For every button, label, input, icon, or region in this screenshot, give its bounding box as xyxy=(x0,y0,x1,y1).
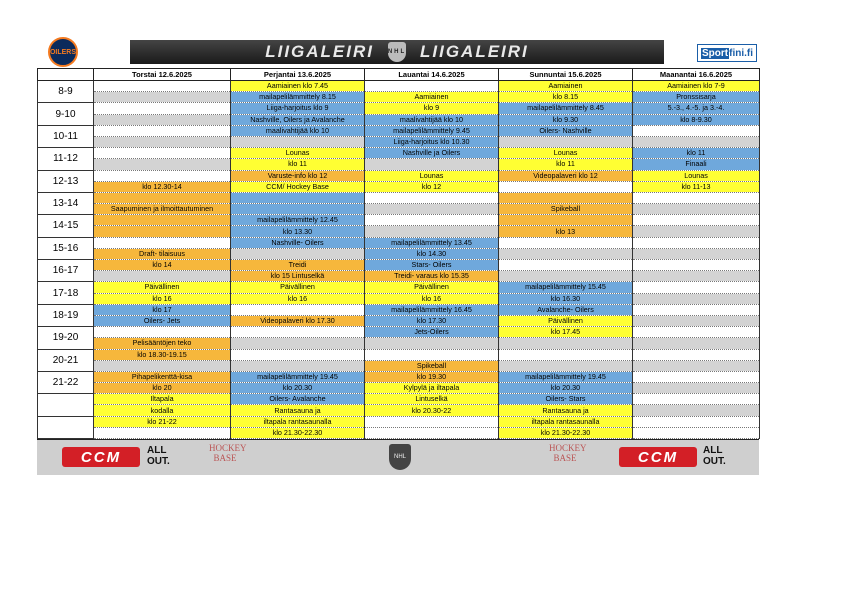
schedule-cell xyxy=(231,304,365,315)
time-slot-label: 17-18 xyxy=(38,282,94,304)
schedule-cell: klo 11 xyxy=(633,148,760,159)
schedule-cell: klo 12.30-14 xyxy=(94,181,231,192)
schedule-cell xyxy=(633,125,760,136)
schedule-cell: klo 16 xyxy=(94,293,231,304)
schedule-cell xyxy=(365,416,499,427)
schedule-cell xyxy=(94,125,231,136)
schedule-cell: mailapelilämmittely 16.45 xyxy=(365,304,499,315)
schedule-cell xyxy=(94,114,231,125)
schedule-cell xyxy=(231,248,365,259)
schedule-cell: mailapelilämmittely 19.45 xyxy=(499,371,633,382)
schedule-row xyxy=(38,315,760,326)
sportfini-logo-part-b: fini.fi xyxy=(729,47,753,59)
schedule-cell: Videopalaveri klo 12 xyxy=(499,170,633,181)
day-header: Torstai 12.6.2025 xyxy=(94,69,231,81)
schedule-cell: Lounas xyxy=(231,148,365,159)
schedule-row xyxy=(38,293,760,304)
schedule-cell: Aamiainen klo 7.45 xyxy=(231,81,365,92)
schedule-cell: Spikeball xyxy=(499,204,633,215)
schedule-cell xyxy=(633,405,760,416)
schedule-cell xyxy=(365,349,499,360)
schedule-cell xyxy=(633,260,760,271)
schedule-cell: kodalla xyxy=(94,405,231,416)
schedule-row xyxy=(38,181,760,192)
time-slot-label: 20-21 xyxy=(38,349,94,371)
schedule-cell: iltapala rantasaunalla xyxy=(231,416,365,427)
time-slot-label: 16-17 xyxy=(38,260,94,282)
schedule-cell: klo 11 xyxy=(231,159,365,170)
schedule-cell: Liiga-harjoitus klo 10.30 xyxy=(365,136,499,147)
schedule-row xyxy=(38,237,760,248)
schedule-cell: klo 20.30 xyxy=(231,383,365,394)
schedule-cell: klo 19.30 xyxy=(365,371,499,382)
schedule-cell xyxy=(499,192,633,203)
schedule-cell: klo 9 xyxy=(365,103,499,114)
schedule-cell xyxy=(499,248,633,259)
schedule-cell: klo 16 xyxy=(231,293,365,304)
schedule-cell xyxy=(633,136,760,147)
schedule-cell: klo 20.30-22 xyxy=(365,405,499,416)
schedule-cell xyxy=(94,327,231,338)
nhl-shield-icon: NHL xyxy=(388,42,406,62)
schedule-cell: Pronssisarja xyxy=(633,92,760,103)
schedule-cell xyxy=(365,215,499,226)
schedule-cell xyxy=(365,226,499,237)
time-slot-label xyxy=(38,416,94,438)
schedule-cell: Lounas xyxy=(633,170,760,181)
schedule-cell xyxy=(231,360,365,371)
schedule-row xyxy=(38,114,760,125)
schedule-cell xyxy=(94,226,231,237)
schedule-row xyxy=(38,103,760,114)
schedule-cell xyxy=(94,81,231,92)
schedule-cell xyxy=(633,192,760,203)
hockey-base-line-1: HOCKEY xyxy=(549,443,587,453)
schedule-row xyxy=(38,148,760,159)
schedule-cell xyxy=(633,360,760,371)
schedule-cell: Lintuselkä xyxy=(365,394,499,405)
day-header: Lauantai 14.6.2025 xyxy=(365,69,499,81)
schedule-cell: Nashville ja Oilers xyxy=(365,148,499,159)
schedule-cell xyxy=(94,237,231,248)
schedule-cell xyxy=(633,394,760,405)
schedule-row xyxy=(38,394,760,405)
schedule-cell xyxy=(633,271,760,282)
hockey-base-line-1: HOCKEY xyxy=(209,443,247,453)
day-header: Sunnuntai 15.6.2025 xyxy=(499,69,633,81)
schedule-row xyxy=(38,371,760,382)
schedule-cell xyxy=(365,204,499,215)
schedule-cell: mailapelilämmittely 13.45 xyxy=(365,237,499,248)
schedule-cell xyxy=(633,226,760,237)
schedule-cell xyxy=(365,427,499,438)
day-header: Maanantai 16.6.2025 xyxy=(633,69,760,81)
schedule-cell: Avalanche- Oilers xyxy=(499,304,633,315)
schedule-row xyxy=(38,248,760,259)
schedule-body xyxy=(38,81,760,439)
schedule-table xyxy=(37,68,760,439)
schedule-cell: klo 8-9.30 xyxy=(633,114,760,125)
schedule-cell xyxy=(231,338,365,349)
schedule-cell xyxy=(365,338,499,349)
schedule-cell: mailapelilämmittely 12.45 xyxy=(231,215,365,226)
schedule-cell: Treidi- varaus klo 15.35 xyxy=(365,271,499,282)
schedule-cell: maalivahtijää klo 10 xyxy=(365,114,499,125)
schedule-cell: Oilers- Stars xyxy=(499,394,633,405)
schedule-cell: mailapelilämmittely 8.15 xyxy=(231,92,365,103)
schedule-cell: klo 11 xyxy=(499,159,633,170)
oilers-logo: OILERS xyxy=(48,37,78,67)
schedule-row xyxy=(38,125,760,136)
liigaleiri-banner xyxy=(130,40,664,64)
all-out-logo-left xyxy=(147,445,170,467)
schedule-cell xyxy=(365,159,499,170)
sponsor-footer xyxy=(37,439,759,475)
schedule-cell: Aamiainen xyxy=(499,81,633,92)
schedule-cell: Spikeball xyxy=(365,360,499,371)
schedule-cell: Päivällinen xyxy=(94,282,231,293)
schedule-row xyxy=(38,416,760,427)
schedule-cell: Päivällinen xyxy=(231,282,365,293)
schedule-cell: klo 17.30 xyxy=(365,315,499,326)
schedule-cell xyxy=(94,136,231,147)
time-slot-label: 11-12 xyxy=(38,148,94,170)
schedule-cell: Rantasauna ja xyxy=(499,405,633,416)
sportfini-logo-part-a: Sport xyxy=(702,47,729,59)
schedule-row xyxy=(38,92,760,103)
schedule-row xyxy=(38,338,760,349)
schedule-cell xyxy=(499,360,633,371)
schedule-row xyxy=(38,170,760,181)
banner-title-right: LIIGALEIRI xyxy=(420,42,529,61)
schedule-cell xyxy=(633,293,760,304)
schedule-row xyxy=(38,405,760,416)
schedule-cell: klo 16 xyxy=(365,293,499,304)
schedule-cell: Lounas xyxy=(499,148,633,159)
schedule-cell: Stars- Oilers xyxy=(365,260,499,271)
schedule-cell: Kylpylä ja iltapala xyxy=(365,383,499,394)
schedule-cell xyxy=(499,260,633,271)
schedule-cell: Päivällinen xyxy=(365,282,499,293)
ccm-logo-right: CCM xyxy=(619,447,697,467)
schedule-cell xyxy=(633,416,760,427)
schedule-cell xyxy=(94,215,231,226)
schedule-cell: CCM/ Hockey Base xyxy=(231,181,365,192)
all-out-line-2: OUT. xyxy=(147,456,170,467)
schedule-cell xyxy=(499,349,633,360)
schedule-row xyxy=(38,136,760,147)
schedule-row xyxy=(38,271,760,282)
schedule-row xyxy=(38,349,760,360)
schedule-cell xyxy=(94,103,231,114)
schedule-cell: klo 21-22 xyxy=(94,416,231,427)
time-slot-label xyxy=(38,394,94,416)
schedule-row xyxy=(38,215,760,226)
schedule-cell xyxy=(633,349,760,360)
schedule-row xyxy=(38,427,760,438)
schedule-cell: Rantasauna ja xyxy=(231,405,365,416)
schedule-cell xyxy=(94,148,231,159)
schedule-cell xyxy=(499,237,633,248)
schedule-cell: klo 8.15 xyxy=(499,92,633,103)
schedule-cell xyxy=(499,271,633,282)
schedule-row xyxy=(38,159,760,170)
schedule-cell xyxy=(633,304,760,315)
header xyxy=(37,35,759,68)
hockey-base-line-2: BASE xyxy=(553,453,577,463)
schedule-cell: klo 12 xyxy=(365,181,499,192)
schedule-row xyxy=(38,304,760,315)
schedule-cell: Pihapelikenttä-kisa xyxy=(94,371,231,382)
hockey-base-line-2: BASE xyxy=(213,453,237,463)
all-out-logo-right xyxy=(703,445,726,467)
schedule-cell: Liiga-harjoitus klo 9 xyxy=(231,103,365,114)
schedule-cell: klo 13 xyxy=(499,226,633,237)
schedule-row xyxy=(38,282,760,293)
time-slot-label: 12-13 xyxy=(38,170,94,192)
banner-title-left: LIIGALEIRI xyxy=(265,42,374,61)
time-slot-label: 15-16 xyxy=(38,237,94,259)
schedule-cell xyxy=(633,327,760,338)
schedule-cell: Oilers- Avalanche xyxy=(231,394,365,405)
schedule-row xyxy=(38,204,760,215)
schedule-cell: Oilers- Jets xyxy=(94,315,231,326)
schedule-cell: mailapelilämmittely 15.45 xyxy=(499,282,633,293)
schedule-cell: Iltapala xyxy=(94,394,231,405)
schedule-cell xyxy=(499,338,633,349)
time-slot-label: 21-22 xyxy=(38,371,94,393)
schedule-cell xyxy=(499,181,633,192)
schedule-cell xyxy=(633,371,760,382)
schedule-cell: maalivahtijää klo 10 xyxy=(231,125,365,136)
schedule-cell: Saapuminen ja ilmoittautuminen xyxy=(94,204,231,215)
schedule-cell xyxy=(365,81,499,92)
schedule-cell xyxy=(633,427,760,438)
schedule-cell xyxy=(633,215,760,226)
schedule-cell xyxy=(94,159,231,170)
schedule-cell xyxy=(231,136,365,147)
schedule-cell xyxy=(231,204,365,215)
schedule-sheet xyxy=(37,35,759,475)
schedule-cell: Oilers- Nashville xyxy=(499,125,633,136)
time-slot-label: 10-11 xyxy=(38,125,94,147)
schedule-cell: Draft- tilaisuus xyxy=(94,248,231,259)
schedule-cell: Lounas xyxy=(365,170,499,181)
schedule-cell: klo 20.30 xyxy=(499,383,633,394)
schedule-cell xyxy=(633,338,760,349)
schedule-cell: Aamiainen xyxy=(365,92,499,103)
schedule-row xyxy=(38,360,760,371)
schedule-cell xyxy=(633,237,760,248)
time-slot-label: 18-19 xyxy=(38,304,94,326)
schedule-cell xyxy=(633,204,760,215)
time-slot-label: 8-9 xyxy=(38,81,94,103)
all-out-line-1: ALL xyxy=(703,445,723,456)
time-slot-label: 19-20 xyxy=(38,327,94,349)
schedule-cell: iltapala rantasaunalla xyxy=(499,416,633,427)
schedule-cell: mailapelilämmittely 9.45 xyxy=(365,125,499,136)
schedule-cell: Varuste-info klo 12 xyxy=(231,170,365,181)
all-out-line-1: ALL xyxy=(147,445,167,456)
schedule-cell xyxy=(94,360,231,371)
corner-cell xyxy=(38,69,94,81)
ccm-logo-left: CCM xyxy=(62,447,140,467)
day-header: Perjantai 13.6.2025 xyxy=(231,69,365,81)
schedule-cell: klo 13.30 xyxy=(231,226,365,237)
schedule-cell: mailapelilämmittely 19.45 xyxy=(231,371,365,382)
schedule-cell: Aamiainen klo 7-9 xyxy=(633,81,760,92)
sportfini-logo xyxy=(697,44,757,62)
schedule-cell xyxy=(94,92,231,103)
nhl-logo-icon: NHL xyxy=(389,444,411,470)
schedule-cell xyxy=(231,192,365,203)
schedule-cell xyxy=(365,192,499,203)
schedule-cell: Nashville, Oilers ja Avalanche xyxy=(231,114,365,125)
schedule-row xyxy=(38,226,760,237)
schedule-cell: klo 11-13 xyxy=(633,181,760,192)
schedule-cell: klo 17 xyxy=(94,304,231,315)
schedule-cell: klo 20 xyxy=(94,383,231,394)
schedule-cell xyxy=(499,136,633,147)
schedule-cell: Treidi xyxy=(231,260,365,271)
hockey-base-logo-right xyxy=(549,443,587,472)
schedule-cell xyxy=(499,215,633,226)
schedule-cell: Päivällinen xyxy=(499,315,633,326)
schedule-cell: klo 14.30 xyxy=(365,248,499,259)
schedule-cell: klo 18.30-19.15 xyxy=(94,349,231,360)
time-slot-label: 13-14 xyxy=(38,192,94,214)
schedule-row xyxy=(38,192,760,203)
time-slot-label: 9-10 xyxy=(38,103,94,125)
schedule-cell xyxy=(633,282,760,293)
hockey-base-logo-left xyxy=(209,443,247,472)
schedule-row xyxy=(38,260,760,271)
schedule-cell: klo 16.30 xyxy=(499,293,633,304)
time-slot-label: 14-15 xyxy=(38,215,94,237)
schedule-cell xyxy=(231,327,365,338)
schedule-cell xyxy=(633,248,760,259)
schedule-cell: Finaali xyxy=(633,159,760,170)
schedule-row xyxy=(38,327,760,338)
all-out-line-2: OUT. xyxy=(703,456,726,467)
schedule-cell: klo 21.30-22.30 xyxy=(231,427,365,438)
schedule-cell xyxy=(94,271,231,282)
schedule-cell xyxy=(94,192,231,203)
schedule-cell xyxy=(633,383,760,394)
schedule-cell: Nashville- Oilers xyxy=(231,237,365,248)
schedule-cell xyxy=(633,315,760,326)
schedule-cell: 5.-3., 4.-5. ja 3.-4. xyxy=(633,103,760,114)
schedule-cell: Pelisääntöjen teko xyxy=(94,338,231,349)
schedule-cell: Videopalaveri klo 17.30 xyxy=(231,315,365,326)
schedule-cell: klo 15 Lintuselkä xyxy=(231,271,365,282)
day-header-row xyxy=(38,69,760,81)
schedule-cell: Jets-Oilers xyxy=(365,327,499,338)
schedule-row xyxy=(38,81,760,92)
schedule-cell: klo 21.30-22.30 xyxy=(499,427,633,438)
schedule-row xyxy=(38,383,760,394)
schedule-cell: mailapelilämmittely 8.45 xyxy=(499,103,633,114)
schedule-cell: klo 14 xyxy=(94,260,231,271)
schedule-cell: klo 9.30 xyxy=(499,114,633,125)
schedule-cell xyxy=(94,427,231,438)
schedule-cell: klo 17.45 xyxy=(499,327,633,338)
schedule-cell xyxy=(94,170,231,181)
schedule-cell xyxy=(231,349,365,360)
